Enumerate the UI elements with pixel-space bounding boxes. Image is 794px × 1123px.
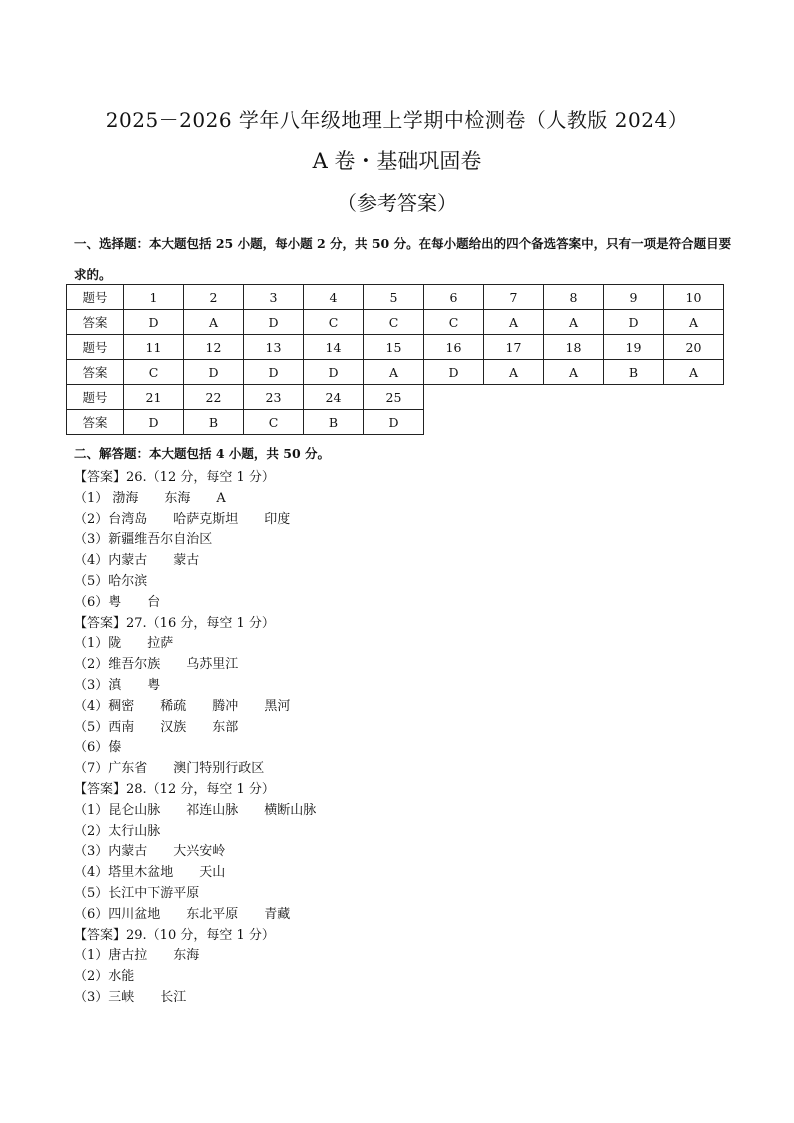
answer-line-lead: （5）西南: [74, 719, 135, 735]
question-number-cell: 25: [364, 385, 424, 410]
answer-line-lead: （7）广东省: [74, 761, 148, 777]
answer-line-lead: 【答案】28.（12 分，每空 1 分）: [74, 781, 275, 797]
answer-line: [74, 614, 316, 635]
answer-line: [74, 551, 316, 572]
answer-line: [74, 718, 316, 739]
answer-blank: 蒙古: [173, 553, 200, 569]
answer-line-lead: （2）台湾岛: [74, 511, 148, 527]
answer-line-lead: （1） 渤海: [74, 490, 139, 506]
answer-cell: A: [484, 310, 544, 335]
question-number-cell: 5: [364, 285, 424, 310]
answer-blank: 横断山脉: [264, 802, 317, 818]
question-number-cell: 3: [244, 285, 304, 310]
answer-cell: C: [124, 360, 184, 385]
answer-cell: B: [304, 410, 364, 435]
answer-line: [74, 468, 316, 489]
answer-cell: D: [124, 410, 184, 435]
answer-cell: D: [244, 310, 304, 335]
answer-blank: A: [216, 490, 226, 506]
question-number-cell: 6: [424, 285, 484, 310]
answer-cell: D: [424, 360, 484, 385]
row-label: 答案: [67, 360, 124, 385]
answer-blank: 大兴安岭: [173, 844, 226, 860]
answer-row: [67, 410, 724, 435]
empty-cell: [544, 385, 604, 410]
empty-cell: [484, 410, 544, 435]
answer-line: [74, 697, 316, 718]
answer-line: [74, 759, 316, 780]
answer-line: [74, 510, 316, 531]
answer-cell: D: [364, 410, 424, 435]
question-number-cell: 17: [484, 335, 544, 360]
answer-blank: 东部: [212, 719, 239, 735]
answer-cell: A: [184, 310, 244, 335]
answer-line: [74, 801, 316, 822]
answer-blank: 天山: [199, 865, 226, 881]
question-number-cell: 20: [664, 335, 724, 360]
answer-line-lead: （4）塔里木盆地: [74, 865, 174, 881]
empty-cell: [664, 385, 724, 410]
answer-line-lead: （6）四川盆地: [74, 906, 161, 922]
question-number-cell: 11: [124, 335, 184, 360]
question-number-row: [67, 285, 724, 310]
answer-line-lead: （4）稠密: [74, 698, 135, 714]
answer-line-lead: （4）内蒙古: [74, 553, 148, 569]
answer-line-lead: （5）长江中下游平原: [74, 885, 200, 901]
answer-line-lead: 【答案】27.（16 分，每空 1 分）: [74, 615, 275, 631]
answer-cell: A: [664, 310, 724, 335]
empty-cell: [604, 410, 664, 435]
question-number-cell: 2: [184, 285, 244, 310]
answer-cell: A: [544, 310, 604, 335]
answer-cell: D: [604, 310, 664, 335]
row-label: 答案: [67, 410, 124, 435]
answer-line-lead: 【答案】29.（10 分，每空 1 分）: [74, 927, 275, 943]
question-number-cell: 1: [124, 285, 184, 310]
answer-blank: 腾冲: [212, 698, 239, 714]
section-1-heading: 一、选择题：本大题包括 25 小题，每小题 2 分，共 50 分。在每小题给出的四个备选答案中，只有一项是符合题目要求的。: [74, 236, 732, 282]
page-subtitle: A 卷・基础巩固卷: [312, 149, 482, 173]
answer-line-lead: （5）哈尔滨: [74, 573, 148, 589]
answer-cell: D: [184, 360, 244, 385]
answer-cell: D: [304, 360, 364, 385]
answer-line: [74, 489, 316, 510]
question-number-cell: 22: [184, 385, 244, 410]
answer-line-lead: （2）水能: [74, 969, 135, 985]
empty-cell: [424, 385, 484, 410]
answer-blank: 黑河: [264, 698, 291, 714]
question-number-cell: 7: [484, 285, 544, 310]
answer-line: [74, 988, 316, 1009]
answer-row: [67, 310, 724, 335]
empty-cell: [424, 410, 484, 435]
row-label: 题号: [67, 285, 124, 310]
answer-blank: 印度: [264, 511, 291, 527]
answer-line-lead: （6）粤: [74, 594, 122, 610]
answer-line: [74, 967, 316, 988]
answer-blank: 东海: [173, 948, 200, 964]
answer-blank: 澳门特别行政区: [173, 761, 265, 777]
answer-line: [74, 905, 316, 926]
answer-cell: D: [244, 360, 304, 385]
question-number-cell: 16: [424, 335, 484, 360]
answer-line-lead: 【答案】26.（12 分，每空 1 分）: [74, 470, 275, 485]
question-number-cell: 13: [244, 335, 304, 360]
answer-line-lead: （3）内蒙古: [74, 844, 148, 860]
answer-cell: C: [244, 410, 304, 435]
answer-line-lead: （3）新疆维吾尔自治区: [74, 532, 213, 548]
answer-line: [74, 863, 316, 884]
empty-cell: [544, 410, 604, 435]
answer-line-lead: （1）唐古拉: [74, 948, 148, 964]
answer-line: [74, 676, 316, 697]
answer-line: [74, 780, 316, 801]
answer-line: [74, 593, 316, 614]
answer-line: [74, 655, 316, 676]
answer-line: [74, 738, 316, 759]
answer-blank: 长江: [160, 989, 187, 1005]
answer-line: [74, 822, 316, 843]
answer-blank: 拉萨: [147, 636, 174, 652]
question-number-cell: 24: [304, 385, 364, 410]
answer-line-lead: （3）三峡: [74, 989, 135, 1005]
answer-line: [74, 634, 316, 655]
answer-cell: A: [544, 360, 604, 385]
page-title: 2025－2026 学年八年级地理上学期中检测卷（人教版 2024）: [105, 108, 689, 132]
answer-key-label: （参考答案）: [337, 191, 457, 215]
empty-cell: [604, 385, 664, 410]
question-number-cell: 23: [244, 385, 304, 410]
question-number-cell: 19: [604, 335, 664, 360]
answer-line: [74, 842, 316, 863]
answer-line: [74, 572, 316, 593]
answer-blank: 青藏: [264, 906, 291, 922]
answer-cell: A: [364, 360, 424, 385]
answer-line-lead: （1）昆仑山脉: [74, 802, 161, 818]
empty-cell: [484, 385, 544, 410]
question-number-cell: 12: [184, 335, 244, 360]
answer-line: [74, 530, 316, 551]
answer-blank: 哈萨克斯坦: [173, 511, 239, 527]
answer-blank: 汉族: [160, 719, 187, 735]
answer-cell: B: [604, 360, 664, 385]
answer-blank: 粤: [147, 677, 161, 693]
answer-blank: 东北平原: [186, 906, 239, 922]
question-number-cell: 18: [544, 335, 604, 360]
question-number-cell: 10: [664, 285, 724, 310]
answer-line-lead: （3）滇: [74, 677, 122, 693]
answer-line-lead: （2）维吾尔族: [74, 657, 161, 673]
question-number-cell: 14: [304, 335, 364, 360]
answer-cell: A: [664, 360, 724, 385]
question-number-row: [67, 385, 724, 410]
question-number-cell: 15: [364, 335, 424, 360]
answer-cell: B: [184, 410, 244, 435]
answer-cell: C: [424, 310, 484, 335]
answer-line-lead: （1）陇: [74, 636, 122, 652]
section-2-heading: 二、解答题：本大题包括 4 小题，共 50 分。: [74, 446, 331, 461]
answer-blank: 台: [147, 594, 161, 610]
answer-table: [66, 284, 724, 435]
question-number-cell: 9: [604, 285, 664, 310]
answer-cell: D: [124, 310, 184, 335]
answer-cell: A: [484, 360, 544, 385]
empty-cell: [664, 410, 724, 435]
answer-cell: C: [364, 310, 424, 335]
answer-row: [67, 360, 724, 385]
row-label: 题号: [67, 335, 124, 360]
answer-line: [74, 884, 316, 905]
answer-line: [74, 946, 316, 967]
answer-lines: [74, 468, 316, 1009]
question-number-row: [67, 335, 724, 360]
answer-blank: 乌苏里江: [186, 657, 239, 673]
answer-cell: C: [304, 310, 364, 335]
answer-blank: 祁连山脉: [186, 802, 239, 818]
answer-blank: 稀疏: [160, 698, 187, 714]
question-number-cell: 21: [124, 385, 184, 410]
answer-line-lead: （2）太行山脉: [74, 823, 161, 839]
question-number-cell: 4: [304, 285, 364, 310]
row-label: 题号: [67, 385, 124, 410]
question-number-cell: 8: [544, 285, 604, 310]
answer-line-lead: （6）傣: [74, 740, 122, 756]
answer-line: [74, 926, 316, 947]
row-label: 答案: [67, 310, 124, 335]
answer-blank: 东海: [164, 490, 191, 506]
